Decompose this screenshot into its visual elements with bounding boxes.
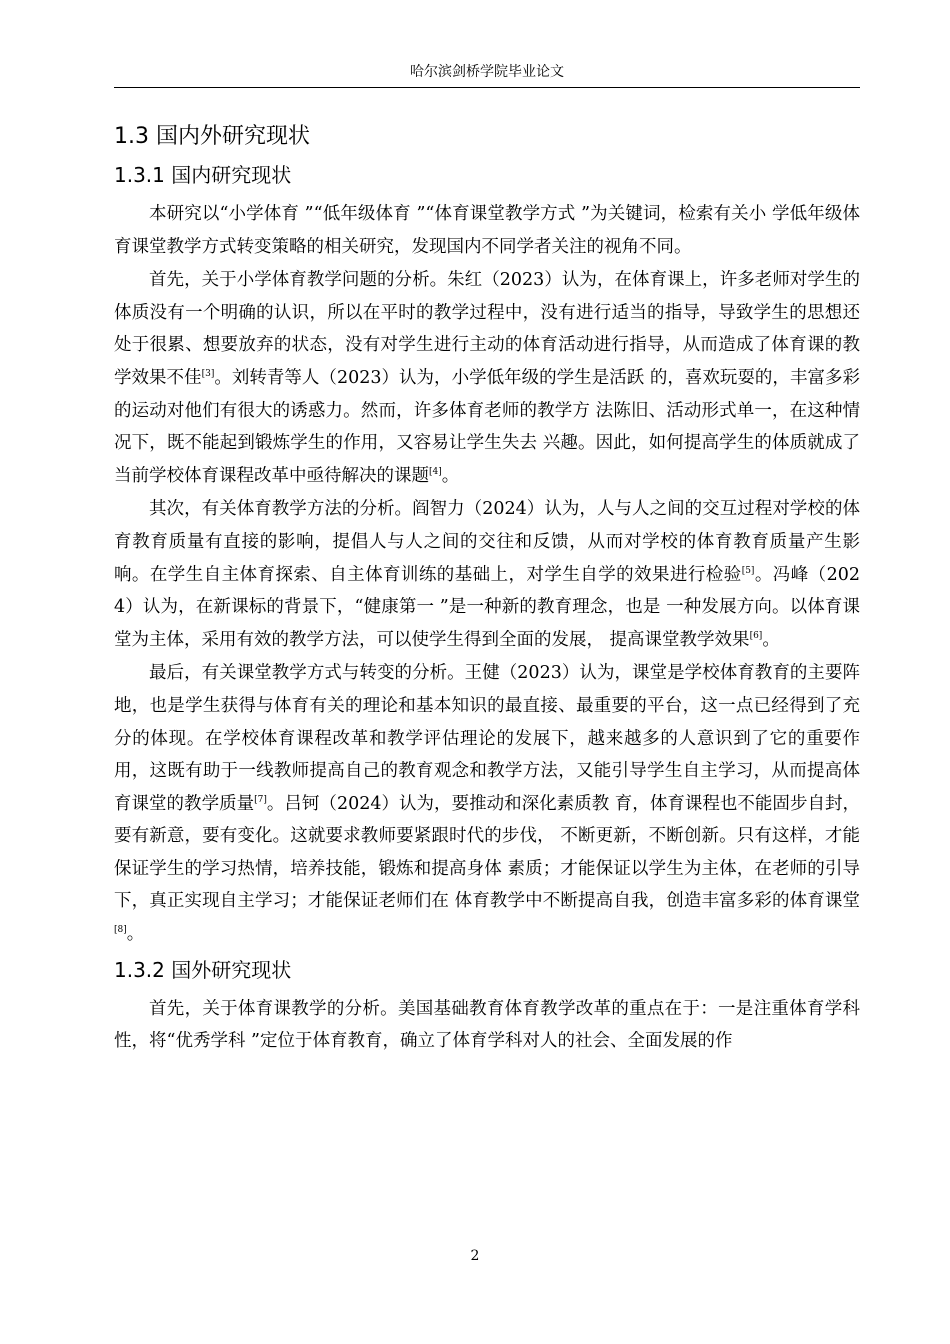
paragraph-text: 。刘转青等人（2023）认为，小学低年级的学生是活跃 的，喜欢玩耍的，丰富多彩的运动对他们有很大的诱惑力。然而，许多体育老师的教学方 法陈旧、活动形式单一，在这种情况下，既不能起到锻炼学生的作用，又容易让学生失去 兴趣。因此，如何提高学生的体质就成了当前学校体育课程改革中亟待解决的课题 <box>114 367 860 486</box>
section-heading-1-3-1: 1.3.1 国内研究现状 <box>114 163 292 187</box>
paragraph <box>114 993 860 1058</box>
paragraph-text: 。 <box>762 629 780 650</box>
running-header: 哈尔滨剑桥学院毕业论文 <box>114 63 860 88</box>
paragraph-text: 。 <box>126 924 145 945</box>
section-heading-1-3: 1.3 国内外研究现状 <box>114 124 310 149</box>
paragraph-text: 最后，有关课堂教学方式与转变的分析。王健（2023）认为，课堂是学校体育教育的主要阵地，也是学生获得与体育有关的理论和基本知识的最直接、最重要的平台，这一点已经得到了充分的体现。在学校体育课程改革和教学评估理论的发展下，越来越多的人意识到了它的重要作用，这既有助于一线教师提高自己的教育观念和教学方法，又能引导学生自主学习，从而提高体育课堂的教学质量 <box>114 663 860 814</box>
paragraph-text: 本研究以“小学体育 ”“低年级体育 ”“体育课堂教学方式 ”为关键词，检索有关小 学低年级体育课堂教学方式转变策略的相关研究，发现国内不同学者关注的视角不同。 <box>114 204 860 257</box>
citation-ref[interactable]: [3] <box>201 369 215 380</box>
paragraph <box>114 264 860 492</box>
citation-ref[interactable]: [7] <box>254 794 267 805</box>
citation-ref[interactable]: [4] <box>429 466 442 477</box>
page-content <box>114 120 860 1059</box>
citation-ref[interactable]: [8] <box>114 925 127 936</box>
citation-ref[interactable]: [5] <box>741 565 755 576</box>
paragraph-text: 。冯峰（2024）认为，在新课标的背景下，“健康第一 ”是一种新的教育理念，也是 一种发展方向。以体育课堂为主体，采用有效的教学方法，可以使学生得到全面的发展， 提高课堂教学效果 <box>114 564 861 650</box>
paragraph <box>114 198 860 263</box>
section-heading-1-3-2: 1.3.2 国外研究现状 <box>114 957 292 982</box>
paragraph-text: 。 <box>441 465 460 486</box>
paragraph-text: 。吕钶（2024）认为，要推动和深化素质教 育，体育课程也不能固步自封，要有新意，要有变化。这就要求教师要紧跟时代的步伐， 不断更新，不断创新。只有这样，才能保证学生的学习热情，培养技能，锻炼和提高身体 素质；才能保证以学生为主体，在老师的引导下，真正实现自主学习；才能保证老师们在 体育教学中不断提高自我，创造丰富多彩的体育课堂 <box>114 793 860 912</box>
page-number: 2 <box>470 1248 480 1264</box>
paragraph-text: 其次，有关体育教学方法的分析。阎智力（2024）认为，人与人之间的交互过程对学校的体育教育质量有直接的影响，提倡人与人之间的交往和反馈，从而对学校的体育教育质量产生影响。在学生自主体育探索、自主体育训练的基础上，对学生自学的效果进行检验 <box>114 499 860 585</box>
paragraph <box>114 493 860 656</box>
citation-ref[interactable]: [6] <box>749 630 763 641</box>
paragraph-text: 首先，关于小学体育教学问题的分析。朱红（2023）认为，在体育课上，许多老师对学生的体质没有一个明确的认识，所以在平时的教学过程中，没有进行适当的指导，导致学生的思想还处于很累、想要放弃的状态，没有对学生进行主动的体育活动进行指导，从而造成了体育课的教学效果不佳 <box>114 270 860 388</box>
paragraph <box>114 657 860 950</box>
paragraph-text: 首先，关于体育课教学的分析。美国基础教育体育教学改革的重点在于：一是注重体育学科性，将“优秀学科 ”定位于体育教育，确立了体育学科对人的社会、全面发展的作 <box>114 998 860 1052</box>
